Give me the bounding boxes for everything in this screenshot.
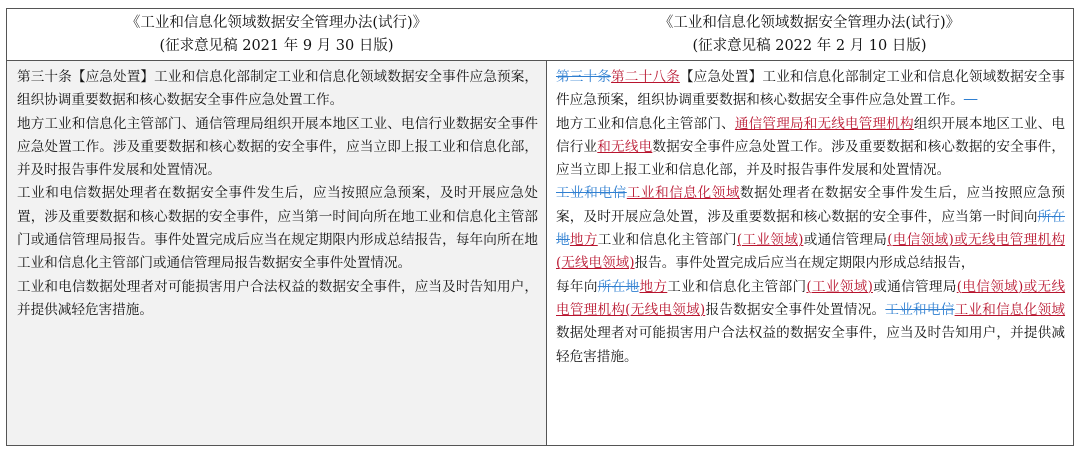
paragraph: 第三十条【应急处置】工业和信息化部制定工业和信息化领域数据安全事件应急预案，组织协调重要数据和核心数据安全事件应急处置工作。 [17,69,538,109]
column-header-2022 [546,9,1073,61]
deleted-text: 所在地 [597,278,640,295]
inserted-text: (工业领域) [806,278,873,295]
inserted-text: 通信管理局和无线电管理机构 [734,115,914,132]
paragraph [556,66,1065,113]
text-run: 数据处理者对可能损害用户合法权益的数据安全事件，应当及时告知用户，并提供减轻危害措施。 [556,325,1065,365]
text-run: 组织开展本地区工业、电信行业 [556,115,1066,155]
text-run: 每年向 [556,278,598,295]
deleted-text: 工业和电信 [885,301,955,318]
column-body-2021 [7,61,546,445]
paragraph [556,182,1065,275]
text-run: 工业和信息化主管部门 [667,278,807,295]
deleted-text: 第三十条 [556,69,612,85]
header-title: 《工业和信息化领域数据安全管理办法(试行)》 [658,15,961,31]
inserted-text: 第二十八条 [611,69,680,85]
column-2021-version [7,9,547,445]
inserted-text: 地方 [569,232,598,249]
comparison-table [6,8,1074,446]
header-subtitle: (征求意见稿 2022 年 2 月 10 日版) [692,38,927,54]
inserted-text: 工业和信息化领域 [626,185,741,202]
deleted-text: 所在地 [556,208,1066,249]
text-run: 或通信管理局 [872,278,957,295]
text-run: 地方工业和信息化主管部门、 [556,115,735,132]
paragraph: 工业和电信数据处理者对可能损害用户合法权益的数据安全事件，应当及时告知用户，并提供减轻危害措施。 [17,278,538,318]
text-run: 数据安全事件应急处置工作。涉及重要数据和核心数据的安全事件，应当立即上报工业和信息化部，并及时报告事件发展和处置情况。 [556,138,1066,179]
deleted-text: 工业和电信 [556,185,627,202]
column-header-2021 [7,9,546,61]
paragraph: 地方工业和信息化主管部门、通信管理局组织开展本地区工业、电信行业数据安全事件应急处置工作。涉及重要数据和核心数据的安全事件，应当立即上报工业和信息化部，并及时报告事件发展和处置情况。 [17,115,538,179]
inserted-text: (电信领域)或无线电管理机构(无线电领域) [556,232,1066,272]
text-run: 报告数据安全事件处置情况。 [705,301,886,318]
inserted-text: 地方 [639,278,668,295]
text-run: 【应急处置】工业和信息化部制定工业和信息化领域数据安全事件应急预案，组织协调重要数据和核心数据安全事件应急处置工作。 [556,69,1066,109]
header-subtitle: (征求意见稿 2021 年 9 月 30 日版) [159,38,394,54]
inserted-text: 和无线电 [597,138,653,155]
inserted-text: (工业领域) [736,232,804,249]
paragraph [556,113,1065,183]
column-body-2022 [546,61,1073,445]
paragraph: 工业和电信数据处理者在数据安全事件发生后，应当按照应急预案，及时开展应急处置，涉及重要数据和核心数据的安全事件，应当第一时间向所在地工业和信息化主管部门或通信管理局报告。事件处置完成后应当在规定期限内形成总结报告，每年向所在地工业和信息化主管部门或通信管理局报告数据安全事件处置情况。 [17,185,538,272]
inserted-text: (电信领域)或无线电管理机构(无线电领域) [556,278,1066,318]
deleted-text [964,92,978,108]
column-2022-version [546,9,1073,445]
text-run: 或通信管理局 [803,232,888,249]
header-title: 《工业和信息化领域数据安全管理办法(试行)》 [125,15,428,31]
text-run: 报告。事件处置完成后应当在规定期限内形成总结报告， [634,255,975,272]
text-run: 数据处理者在数据安全事件发生后，应当按照应急预案，及时开展应急处置，涉及重要数据和核心数据的安全事件，应当第一时间向 [556,185,1066,225]
inserted-text: 工业和信息化领域 [954,301,1066,318]
paragraph [556,276,1065,369]
text-run: 工业和信息化主管部门 [597,232,737,249]
